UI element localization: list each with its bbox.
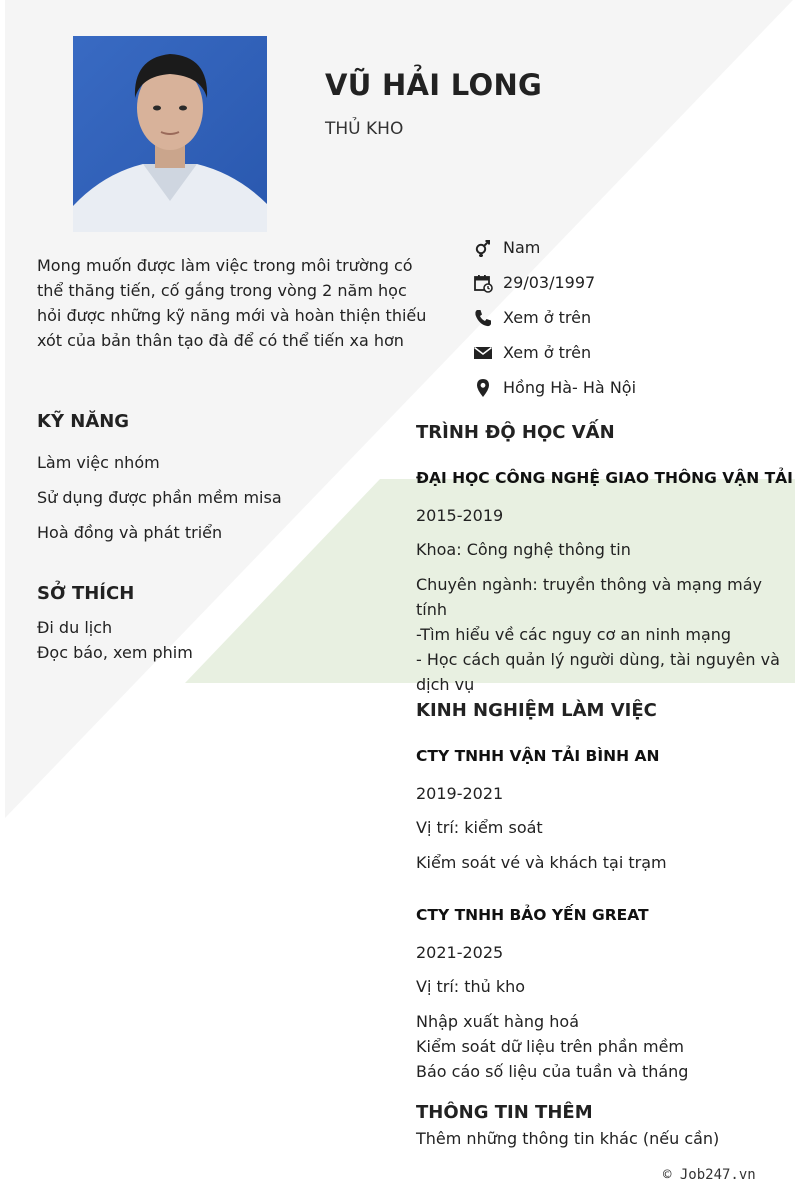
- hobby-item: Đọc báo, xem phim: [37, 643, 193, 662]
- experience-title: KINH NGHIỆM LÀM VIỆC: [416, 700, 657, 721]
- phone-icon: [472, 307, 493, 328]
- job-company: CTY TNHH BẢO YẾN GREAT: [416, 906, 649, 924]
- calendar-icon: [472, 272, 493, 293]
- skill-item: Sử dụng được phần mềm misa: [37, 488, 282, 507]
- skill-item: Làm việc nhóm: [37, 453, 160, 472]
- footer-copyright[interactable]: © Job247.vn: [663, 1167, 756, 1183]
- candidate-name: VŨ HẢI LONG: [325, 68, 543, 102]
- map-pin-icon: [472, 377, 493, 398]
- birthday-value: 29/03/1997: [503, 273, 596, 292]
- job-company: CTY TNHH VẬN TẢI BÌNH AN: [416, 747, 660, 765]
- address-value: Hồng Hà- Hà Nội: [503, 378, 637, 397]
- hobby-item: Đi du lịch: [37, 618, 113, 637]
- education-faculty: Khoa: Công nghệ thông tin: [416, 540, 631, 559]
- contact-phone: [472, 300, 792, 335]
- job-task: Nhập xuất hàng hoá: [416, 1012, 579, 1031]
- education-school: ĐẠI HỌC CÔNG NGHỆ GIAO THÔNG VẬN TẢI: [416, 469, 793, 487]
- extra-info-text: Thêm những thông tin khác (nếu cần): [416, 1129, 720, 1148]
- skill-item: Hoà đồng và phát triển: [37, 523, 223, 542]
- contact-email: [472, 335, 792, 370]
- skills-title: KỸ NĂNG: [37, 411, 130, 432]
- job-task: Báo cáo số liệu của tuần và tháng: [416, 1062, 689, 1081]
- job-task: Kiểm soát dữ liệu trên phần mềm: [416, 1037, 684, 1056]
- hobbies-title: SỞ THÍCH: [37, 583, 135, 604]
- contact-info: [472, 230, 792, 405]
- envelope-icon: [472, 342, 493, 363]
- contact-birthday: [472, 265, 792, 300]
- job-position: Vị trí: thủ kho: [416, 977, 526, 996]
- email-value: Xem ở trên: [503, 343, 592, 362]
- phone-value: Xem ở trên: [503, 308, 592, 327]
- education-period: 2015-2019: [416, 506, 504, 525]
- gender-value: Nam: [503, 238, 541, 257]
- profile-photo: [73, 36, 267, 232]
- candidate-role: THỦ KHO: [325, 119, 404, 139]
- extra-info-title: THÔNG TIN THÊM: [416, 1102, 593, 1123]
- career-objective: Mong muốn được làm việc trong môi trường có thể thăng tiến, cố gắng trong vòng 2 năm học hỏi được những kỹ năng mới và hoàn thiện thiếu xót của bản thân tạo đà để có thể tiến xa hơn: [37, 256, 427, 350]
- education-detail-line: Chuyên ngành: truyền thông và mạng máy tính: [416, 575, 762, 619]
- education-title: TRÌNH ĐỘ HỌC VẤN: [416, 422, 615, 443]
- job-tasks: [416, 1009, 786, 1084]
- gender-icon: [472, 237, 493, 258]
- education-detail-line: -Tìm hiểu về các nguy cơ an ninh mạng: [416, 625, 732, 644]
- contact-address: [472, 370, 792, 405]
- job-task: Kiểm soát vé và khách tại trạm: [416, 853, 667, 872]
- contact-gender: [472, 230, 792, 265]
- education-detail-line: - Học cách quản lý người dùng, tài nguyên và dịch vụ: [416, 650, 780, 694]
- job-position: Vị trí: kiểm soát: [416, 818, 543, 837]
- job-period: 2019-2021: [416, 784, 504, 803]
- job-period: 2021-2025: [416, 943, 504, 962]
- education-details: [416, 572, 786, 697]
